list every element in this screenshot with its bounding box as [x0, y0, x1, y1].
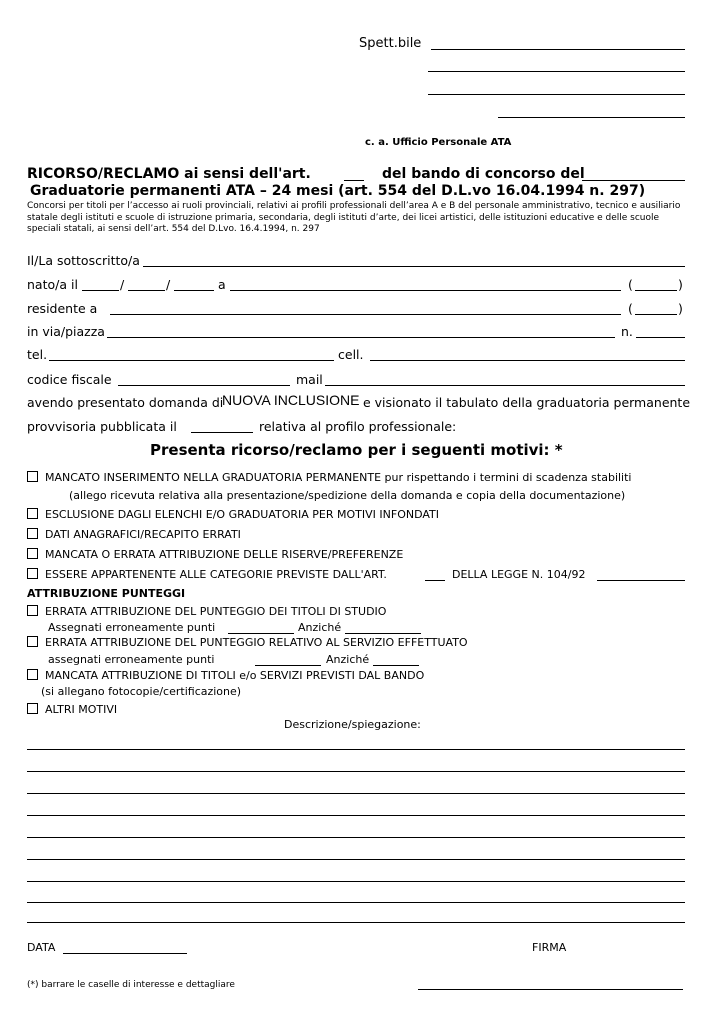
- title-graduatorie: Graduatorie permanenti ATA – 24 mesi (art. 554 del D.L.vo 16.04.1994 n. 297): [30, 183, 646, 199]
- spett-label: Spett.bile: [359, 36, 422, 51]
- firma-label: FIRMA: [532, 941, 567, 954]
- title-bando: del bando di concorso del: [382, 166, 585, 182]
- residence-province-field[interactable]: [635, 314, 677, 315]
- punteggio-label: ALTRI MOTIVI: [45, 703, 118, 716]
- checkbox[interactable]: [27, 471, 38, 482]
- codice-fiscale-field[interactable]: [118, 385, 290, 386]
- description-line-4[interactable]: [27, 815, 685, 816]
- motivo-dati-errati[interactable]: [27, 528, 241, 541]
- assegnati-label-1: Assegnati erroneamente punti: [48, 621, 216, 634]
- checkbox[interactable]: [27, 669, 38, 680]
- publication-date-field[interactable]: [191, 432, 253, 433]
- motivo-mancato-inserimento[interactable]: [27, 471, 632, 484]
- birth-year-field[interactable]: [174, 290, 214, 291]
- prov-paren-open-1: (: [628, 277, 633, 292]
- art-104-field[interactable]: [425, 580, 445, 581]
- checkbox[interactable]: [27, 548, 38, 559]
- sottoscritto-field[interactable]: [143, 266, 685, 267]
- avendo-rest-label: e visionato il tabulato della graduatoria permanente: [363, 395, 691, 410]
- intro-text: Concorsi per titoli per l’accesso ai ruoli provinciali, relativi ai profili professionali dell’area A e B del personale amministrativo, tecnico e ausiliario statale degli istituti e scuole di istruzione primaria, secondaria, degli istituti d’arte, dei licei artistici, delle istituzioni educative e delle scuole speciali statali, ai sensi dell’art. 554 del D.Lvo. 16.4.1994, n. 297: [27, 201, 681, 234]
- residente-label: residente a: [27, 301, 98, 316]
- description-line-1[interactable]: [27, 749, 685, 750]
- motivo-label: ESCLUSIONE DAGLI ELENCHI E/O GRADUATORIA PER MOTIVI INFONDATI: [45, 508, 439, 521]
- description-line-7[interactable]: [27, 881, 685, 882]
- motivo-categorie[interactable]: [27, 568, 387, 581]
- motivo-esclusione[interactable]: [27, 508, 439, 521]
- altri-motivi[interactable]: [27, 703, 117, 716]
- anziche-label-2: Anziché: [326, 653, 370, 666]
- avendo-label: avendo presentato domanda di: [27, 395, 224, 410]
- sottoscritto-label: Il/La sottoscritto/a: [27, 253, 140, 268]
- data-label: DATA: [27, 941, 56, 954]
- assegnati-field-1[interactable]: [228, 633, 294, 634]
- street-number-field[interactable]: [636, 337, 685, 338]
- anziche-field-2[interactable]: [373, 665, 419, 666]
- addressee-line-3[interactable]: [428, 94, 685, 95]
- motivo-label: MANCATA O ERRATA ATTRIBUZIONE DELLE RISERVE/PREFERENZE: [45, 548, 404, 561]
- allegati-note: (si allegano fotocopie/certificazione): [41, 685, 242, 698]
- punteggio-titoli-studio[interactable]: [27, 605, 386, 618]
- nato-a-label: a: [218, 277, 226, 292]
- cell-label: cell.: [338, 347, 364, 362]
- description-line-8[interactable]: [27, 902, 685, 903]
- numero-label: n.: [621, 324, 633, 339]
- addressee-line-4[interactable]: [498, 117, 685, 118]
- punteggio-mancata[interactable]: [27, 669, 424, 682]
- checkbox[interactable]: [27, 528, 38, 539]
- provvisoria-label: provvisoria pubblicata il: [27, 419, 177, 434]
- prov-paren-close-1: ): [678, 277, 683, 292]
- street-field[interactable]: [107, 337, 615, 338]
- prov-paren-open-2: (: [628, 301, 633, 316]
- descrizione-label: Descrizione/spiegazione:: [284, 718, 421, 731]
- checkbox[interactable]: [27, 636, 38, 647]
- motivo-label: MANCATO INSERIMENTO NELLA GRADUATORIA PERMANENTE pur rispettando i termini di scadenza stabiliti: [45, 471, 632, 484]
- residence-field[interactable]: [110, 314, 621, 315]
- section-title: Presenta ricorso/reclamo per i seguenti motivi: *: [150, 441, 563, 459]
- anziche-field-1[interactable]: [345, 633, 421, 634]
- nuova-inclusione-value[interactable]: NUOVA INCLUSIONE: [222, 392, 360, 408]
- checkbox[interactable]: [27, 568, 38, 579]
- birth-day-field[interactable]: [82, 290, 119, 291]
- legge-detail-field[interactable]: [597, 580, 685, 581]
- provvisoria-rest-label: relativa al profilo professionale:: [259, 419, 457, 434]
- bando-date-line[interactable]: [582, 180, 685, 181]
- date-slash-2: /: [166, 277, 171, 292]
- anziche-label-1: Anziché: [298, 621, 342, 634]
- assegnati-field-2[interactable]: [255, 665, 321, 666]
- title-ricorso: RICORSO/RECLAMO ai sensi dell'art.: [27, 166, 311, 182]
- punteggio-label: MANCATA ATTRIBUZIONE DI TITOLI e/o SERVIZI PREVISTI DAL BANDO: [45, 669, 425, 682]
- ufficio-label: c. a. Ufficio Personale ATA: [365, 137, 512, 148]
- legge-label: DELLA LEGGE N. 104/92: [452, 568, 586, 581]
- motivo-note: (allego ricevuta relativa alla presentazione/spedizione della domanda e copia della documentazione): [69, 489, 626, 502]
- prov-paren-close-2: ): [678, 301, 683, 316]
- checkbox[interactable]: [27, 605, 38, 616]
- description-line-3[interactable]: [27, 793, 685, 794]
- via-label: in via/piazza: [27, 324, 105, 339]
- footnote: (*) barrare le caselle di interesse e dettagliare: [27, 980, 235, 990]
- description-line-2[interactable]: [27, 771, 685, 772]
- mail-label: mail: [296, 372, 323, 387]
- punteggio-servizio[interactable]: [27, 636, 468, 649]
- firma-field[interactable]: [418, 989, 683, 990]
- tel-label: tel.: [27, 347, 48, 362]
- birth-month-field[interactable]: [128, 290, 165, 291]
- phone-field[interactable]: [49, 360, 334, 361]
- checkbox[interactable]: [27, 508, 38, 519]
- description-line-9[interactable]: [27, 922, 685, 923]
- motivo-label: ESSERE APPARTENENTE ALLE CATEGORIE PREVISTE DALL'ART.: [45, 568, 387, 581]
- art-number-line[interactable]: [344, 180, 364, 181]
- birth-province-field[interactable]: [635, 290, 677, 291]
- description-line-5[interactable]: [27, 837, 685, 838]
- mobile-field[interactable]: [370, 360, 685, 361]
- punteggio-label: ERRATA ATTRIBUZIONE DEL PUNTEGGIO DEI TITOLI DI STUDIO: [45, 605, 387, 618]
- assegnati-label-2: assegnati erroneamente punti: [48, 653, 215, 666]
- date-slash-1: /: [120, 277, 125, 292]
- motivo-riserve[interactable]: [27, 548, 403, 561]
- birth-place-field[interactable]: [230, 290, 621, 291]
- description-line-6[interactable]: [27, 859, 685, 860]
- email-field[interactable]: [325, 385, 685, 386]
- punteggi-title: ATTRIBUZIONE PUNTEGGI: [27, 587, 186, 600]
- checkbox[interactable]: [27, 703, 38, 714]
- motivo-label: DATI ANAGRAFICI/RECAPITO ERRATI: [45, 528, 241, 541]
- addressee-line-2[interactable]: [428, 71, 685, 72]
- nato-label: nato/a il: [27, 277, 78, 292]
- data-field[interactable]: [63, 953, 187, 954]
- codice-fiscale-label: codice fiscale: [27, 372, 112, 387]
- punteggio-label: ERRATA ATTRIBUZIONE DEL PUNTEGGIO RELATIVO AL SERVIZIO EFFETTUATO: [45, 636, 468, 649]
- addressee-line-1[interactable]: [431, 49, 685, 50]
